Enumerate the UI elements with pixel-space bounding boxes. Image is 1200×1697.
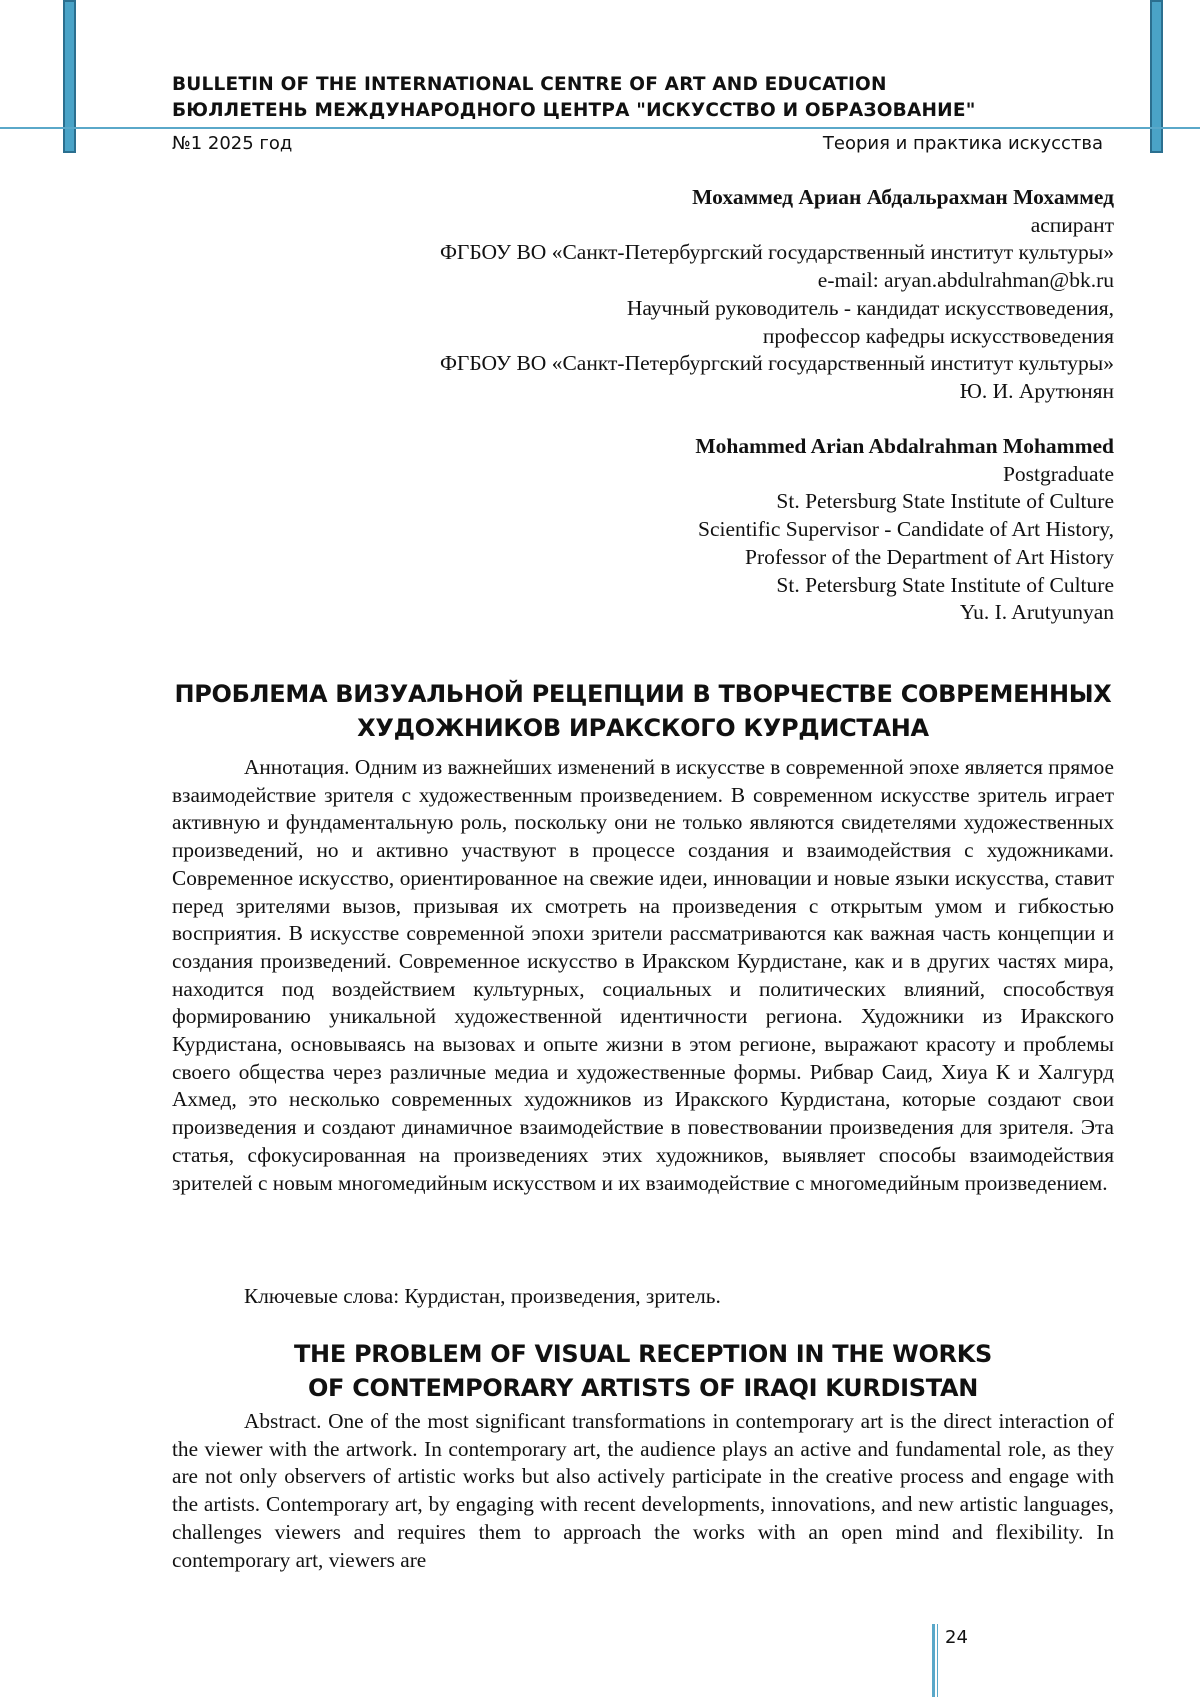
article-title-en bbox=[172, 1337, 1114, 1405]
author-position-en: Postgraduate bbox=[1002, 461, 1114, 486]
author-block-en bbox=[695, 433, 1114, 627]
abstract-en: Abstract. One of the most significant transformations in contemporary art is the direct interaction of the viewer with the artwork. In contemporary art, the audience plays an active and fundamental role, as they are not only observers of artistic works but also actively participate in the creative process and engage with the artists. Contemporary art, by engaging with recent developments, innovations, and new artistic languages, challenges viewers and requires them to approach the works with an open mind and flexibility. In contemporary art, viewers are bbox=[172, 1409, 1114, 1572]
supervisor-title-ru: Научный руководитель - кандидат искусствоведения, bbox=[626, 295, 1114, 320]
section-name: Теория и практика искусства bbox=[822, 133, 1103, 154]
author-block-ru bbox=[440, 184, 1114, 406]
supervisor-affiliation-en: St. Petersburg State Institute of Culture bbox=[776, 572, 1114, 597]
footer-divider-thin bbox=[937, 1624, 938, 1697]
article-title-ru bbox=[172, 677, 1114, 745]
author-name-ru: Мохаммед Ариан Абдальрахман Мохаммед bbox=[692, 185, 1114, 209]
decorative-bar-left bbox=[63, 0, 76, 153]
author-affiliation-en: St. Petersburg State Institute of Culture bbox=[776, 489, 1114, 514]
author-affiliation-ru: ФГБОУ ВО «Санкт-Петербургский государственный институт культуры» bbox=[439, 240, 1114, 265]
article-title-ru-line1: ПРОБЛЕМА ВИЗУАЛЬНОЙ РЕЦЕПЦИИ В ТВОРЧЕСТВЕ СОВРЕМЕННЫХ bbox=[174, 680, 1112, 708]
decorative-bar-right bbox=[1150, 0, 1163, 153]
supervisor-title-en: Scientific Supervisor - Candidate of Art History, bbox=[698, 517, 1114, 542]
abstract-ru: Аннотация. Одним из важнейших изменений в искусстве в современной эпохе является прямое взаимодействие зрителя с художественным произведением. В современном искусстве зритель играет активную и фундаментальную роль, поскольку они не только являются свидетелями художественных произведений, но и активно участвуют в процессе создания и взаимодействия с художниками. Современное искусство, ориентированное на свежие идеи, инновации и новые языки искусства, ставит перед зрителями вызов, призывая их смотреть на произведения с открытым умом и гибкостью восприятия. В искусстве современной эпохи зрители рассматриваются как важная часть концепции и создания произведений. Современное искусство в Иракском Курдистане, как и в других частях мира, находится под воздействием культурных, социальных и политических влияний, способствуя формированию уникальной художественной идентичности региона. Художники из Иракского Курдистана, основываясь на вызовах и опыте жизни в этом регионе, выражают красоту и проблемы своего общества через различные медиа и художественные формы. Рибвар Саид, Хиуа К и Халгурд Ахмед, это несколько современных художников из Иракского Курдистана, которые создают свои произведения и создают динамичное взаимодействие в повествовании произведения для зрителя. Эта статья, сфокусированная на произведениях этих художников, выявляет способы взаимодействия зрителей с новым многомедийным искусством и их взаимодействие с многомедийным произведением. bbox=[172, 755, 1114, 1195]
author-email: e-mail: aryan.abdulrahman@bk.ru bbox=[817, 268, 1114, 293]
issue-number: №1 2025 год bbox=[172, 133, 293, 154]
supervisor-position-ru: профессор кафедры искусствоведения bbox=[762, 323, 1114, 348]
supervisor-name-en: Yu. I. Arutyunyan bbox=[959, 600, 1114, 625]
header-divider bbox=[0, 127, 1200, 129]
supervisor-affiliation-ru: ФГБОУ ВО «Санкт-Петербургский государственный институт культуры» bbox=[439, 351, 1114, 376]
author-position-ru: аспирант bbox=[1030, 212, 1114, 237]
footer-divider bbox=[932, 1624, 935, 1697]
journal-title-ru: БЮЛЛЕТЕНЬ МЕЖДУНАРОДНОГО ЦЕНТРА "ИСКУССТВО И ОБРАЗОВАНИЕ" bbox=[172, 100, 976, 121]
supervisor-position-en: Professor of the Department of Art History bbox=[744, 544, 1114, 569]
supervisor-name-ru: Ю. И. Арутюнян bbox=[959, 378, 1114, 403]
article-title-en-line1: THE PROBLEM OF VISUAL RECEPTION IN THE WORKS bbox=[293, 1340, 993, 1368]
article-title-ru-line2: ХУДОЖНИКОВ ИРАКСКОГО КУРДИСТАНА bbox=[357, 714, 929, 742]
author-name-en: Mohammed Arian Abdalrahman Mohammed bbox=[695, 434, 1114, 458]
journal-title-en: BULLETIN OF THE INTERNATIONAL CENTRE OF ART AND EDUCATION bbox=[172, 74, 887, 95]
page-number: 24 bbox=[945, 1627, 968, 1648]
keywords-ru: Ключевые слова: Курдистан, произведения, зритель. bbox=[244, 1284, 721, 1308]
article-title-en-line2: OF CONTEMPORARY ARTISTS OF IRAQI KURDISTAN bbox=[307, 1374, 979, 1402]
